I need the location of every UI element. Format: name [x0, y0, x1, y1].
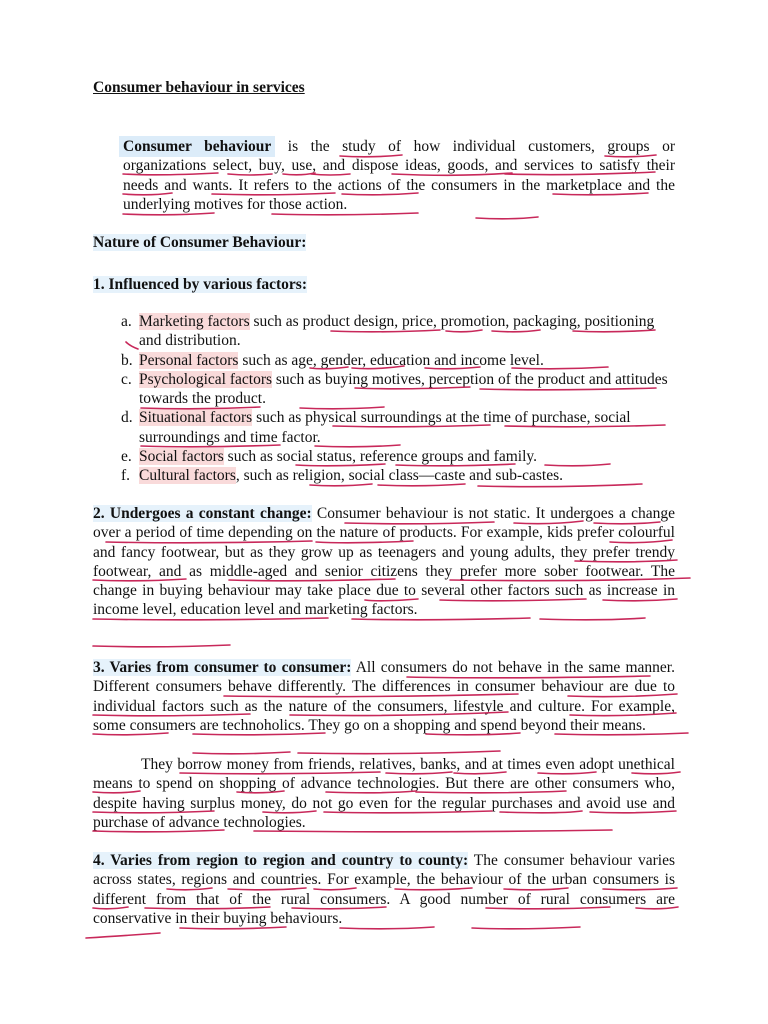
- document-title: Consumer behaviour in services: [93, 79, 305, 96]
- section-3-text: All consumers do not behave in the same manner. Different consumers behave differently. The differences in consumer behaviour are due to individual factors such as the nature of the consumers, lifestyle and culture. For example, some consumers are technoholics. They go on a shopping and spend beyond their means.: [93, 659, 675, 734]
- section-2-text: Consumer behaviour is not static. It undergoes a change over a period of time depending on the nature of products. For example, kids prefer colourful and fancy footwear, but as they grow up as teenagers and young adults, they prefer trendy footwear, and as middle-aged and senior citizens they prefer more sober footwear. The change in buying behaviour may take place due to several other factors such as increase in income level, education level and marketing factors.: [93, 505, 675, 619]
- underline-mark: [86, 933, 160, 938]
- section-3-paragraph: [93, 658, 675, 735]
- section-3-heading: 3. Varies from consumer to consumer:: [93, 659, 352, 676]
- list-item: [121, 466, 675, 485]
- intro-lead-term: Consumer behaviour: [119, 136, 275, 157]
- list-marker: c.: [121, 370, 132, 388]
- section-1-heading: 1. Influenced by various factors:: [93, 276, 307, 293]
- factor-text: such as buying motives, perception of the product and attitudes towards the product.: [139, 370, 668, 408]
- section-4-paragraph: [93, 851, 675, 928]
- factor-text: such as social status, reference groups and family.: [223, 448, 537, 466]
- list-marker: e.: [121, 448, 132, 466]
- underline-mark: [298, 751, 500, 754]
- factor-label: Personal factors: [139, 351, 239, 369]
- list-item: [121, 351, 675, 370]
- factor-label: Marketing factors: [139, 313, 250, 330]
- factor-label: Social factors: [139, 448, 224, 466]
- factor-label: Psychological factors: [139, 370, 273, 388]
- factor-text: , such as religion, social class—caste and sub-castes.: [235, 467, 563, 485]
- underline-mark: [193, 752, 290, 754]
- factors-list: [121, 312, 675, 486]
- underline-mark: [476, 217, 538, 219]
- list-marker: b.: [121, 351, 133, 369]
- factor-label: Situational factors: [139, 409, 253, 427]
- list-marker: f.: [121, 467, 131, 485]
- intro-text: is the study of how individual customers, groups or organizations select, buy, use, and dispose ideas, goods, and services to satisfy their needs and wants. It refers to the actions of the consumers in the marketplace and the underlying motives for those action.: [123, 138, 675, 213]
- section-4-text: The consumer behaviour varies across states, regions and countries. For example, the behaviour of the urban consumers is different from that of the rural consumers. A good number of rural consumers are conservative in their buying behaviours.: [93, 852, 675, 927]
- section-2-heading: 2. Undergoes a constant change:: [93, 505, 312, 522]
- list-marker: a.: [121, 313, 132, 330]
- factor-text: such as age, gender, education and income level.: [238, 351, 544, 369]
- section-4-heading: 4. Varies from region to region and country to county:: [93, 852, 469, 869]
- section-2-paragraph: [93, 504, 675, 620]
- list-marker: d.: [121, 409, 133, 427]
- underline-mark: [93, 645, 230, 647]
- factor-text: such as product design, price, promotion, packaging, positioning and distribution.: [139, 313, 655, 350]
- list-item: [121, 447, 675, 466]
- list-item: [121, 312, 675, 351]
- nature-heading: Nature of Consumer Behaviour:: [93, 234, 307, 251]
- list-item: [121, 370, 675, 409]
- factor-label: Cultural factors: [139, 467, 236, 485]
- intro-paragraph: [123, 137, 675, 214]
- list-item: [121, 408, 675, 447]
- factor-text: such as physical surroundings at the time of purchase, social surroundings and time factor.: [139, 409, 631, 446]
- section-3-paragraph-continued: They borrow money from friends, relatives, banks, and at times even adopt unethical means to spend on shopping of advance technologies. But there are other consumers who, despite having surplus money, do not go even for the regular purchases and avoid use and purchase of advance technologies.: [93, 756, 675, 831]
